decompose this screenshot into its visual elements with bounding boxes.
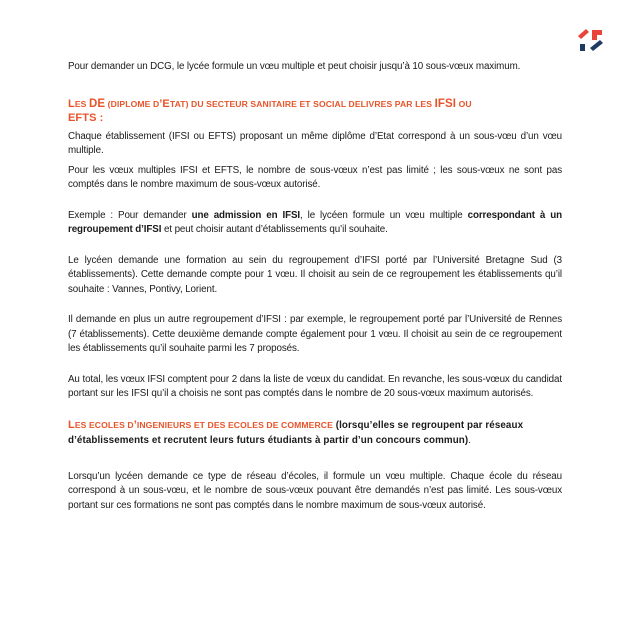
document-body bbox=[68, 60, 562, 513]
paragraph-bretagne-sud: Le lycéen demande une formation au sein du regroupement d’IFSI porté par l’Université Bretagne Sud (3 établissements). Cette demande compte pour 1 vœu. Il choisit au sein de ce regroupement les établissements qu’il souhaite : Vannes, Pontivy, Lorient. bbox=[68, 254, 562, 295]
section-heading-de: LES DE (DIPLOME D’ETAT) DU SECTEUR SANITAIRE ET SOCIAL DELIVRES PAR LES IFSI OU EFTS : bbox=[68, 97, 472, 124]
paragraph-etablissement: Chaque établissement (IFSI ou EFTS) proposant un même diplôme d’Etat correspond à un sous-vœu d’un vœu multiple. bbox=[68, 130, 562, 156]
section-heading-ecoles: LES ECOLES D’INGENIEURS ET DES ECOLES DE COMMERCE (lorsqu’elles se regroupent par réseaux d’établissements et recrutent leurs futurs étudiants à partir d’un concours commun). bbox=[68, 418, 524, 446]
arrows-logo-icon bbox=[572, 24, 608, 60]
paragraph-exemple: Exemple : Pour demander une admission en IFSI, le lycéen formule un vœu multiple correspondant à un regroupement d’IFSI et peut choisir autant d’établissements qu’il souhaite. bbox=[68, 209, 562, 235]
paragraph-total: Au total, les vœux IFSI comptent pour 2 dans la liste de vœux du candidat. En revanche, les sous-vœux du candidat portant sur les IFSI qu’il a choisis ne sont pas comptés dans le nombre de 20 sous-vœux maximum autorisés. bbox=[68, 373, 562, 399]
paragraph-rennes: Il demande en plus un autre regroupement d’IFSI : par exemple, le regroupement porté par l’Université de Rennes (7 établissements). Cette deuxième demande compte également pour 1 vœu. Il choisit au sein de ce regroupement les établissements qu’il souhaite parmi les 7 proposés. bbox=[68, 314, 562, 354]
paragraph-dcg: Pour demander un DCG, le lycée formule un vœu multiple et peut choisir jusqu’à 10 sous-vœux maximum. bbox=[68, 61, 521, 72]
paragraph-reseau-ecoles: Lorsqu’un lycéen demande ce type de réseau d’écoles, il formule un vœu multiple. Chaque école du réseau correspond à un sous-vœu, et le nombre de sous-vœux pouvant être demandés n’est pas limité. Les sous-vœux portant sur ces formations ne sont pas comptés dans le nombre maximum de sous-vœux autorisé. bbox=[68, 470, 562, 511]
paragraph-voeux-multiples: Pour les vœux multiples IFSI et EFTS, le nombre de sous-vœux n’est pas limité ; les sous-vœux ne sont pas comptés dans le nombre maximum de sous-vœux autorisé. bbox=[68, 164, 562, 190]
